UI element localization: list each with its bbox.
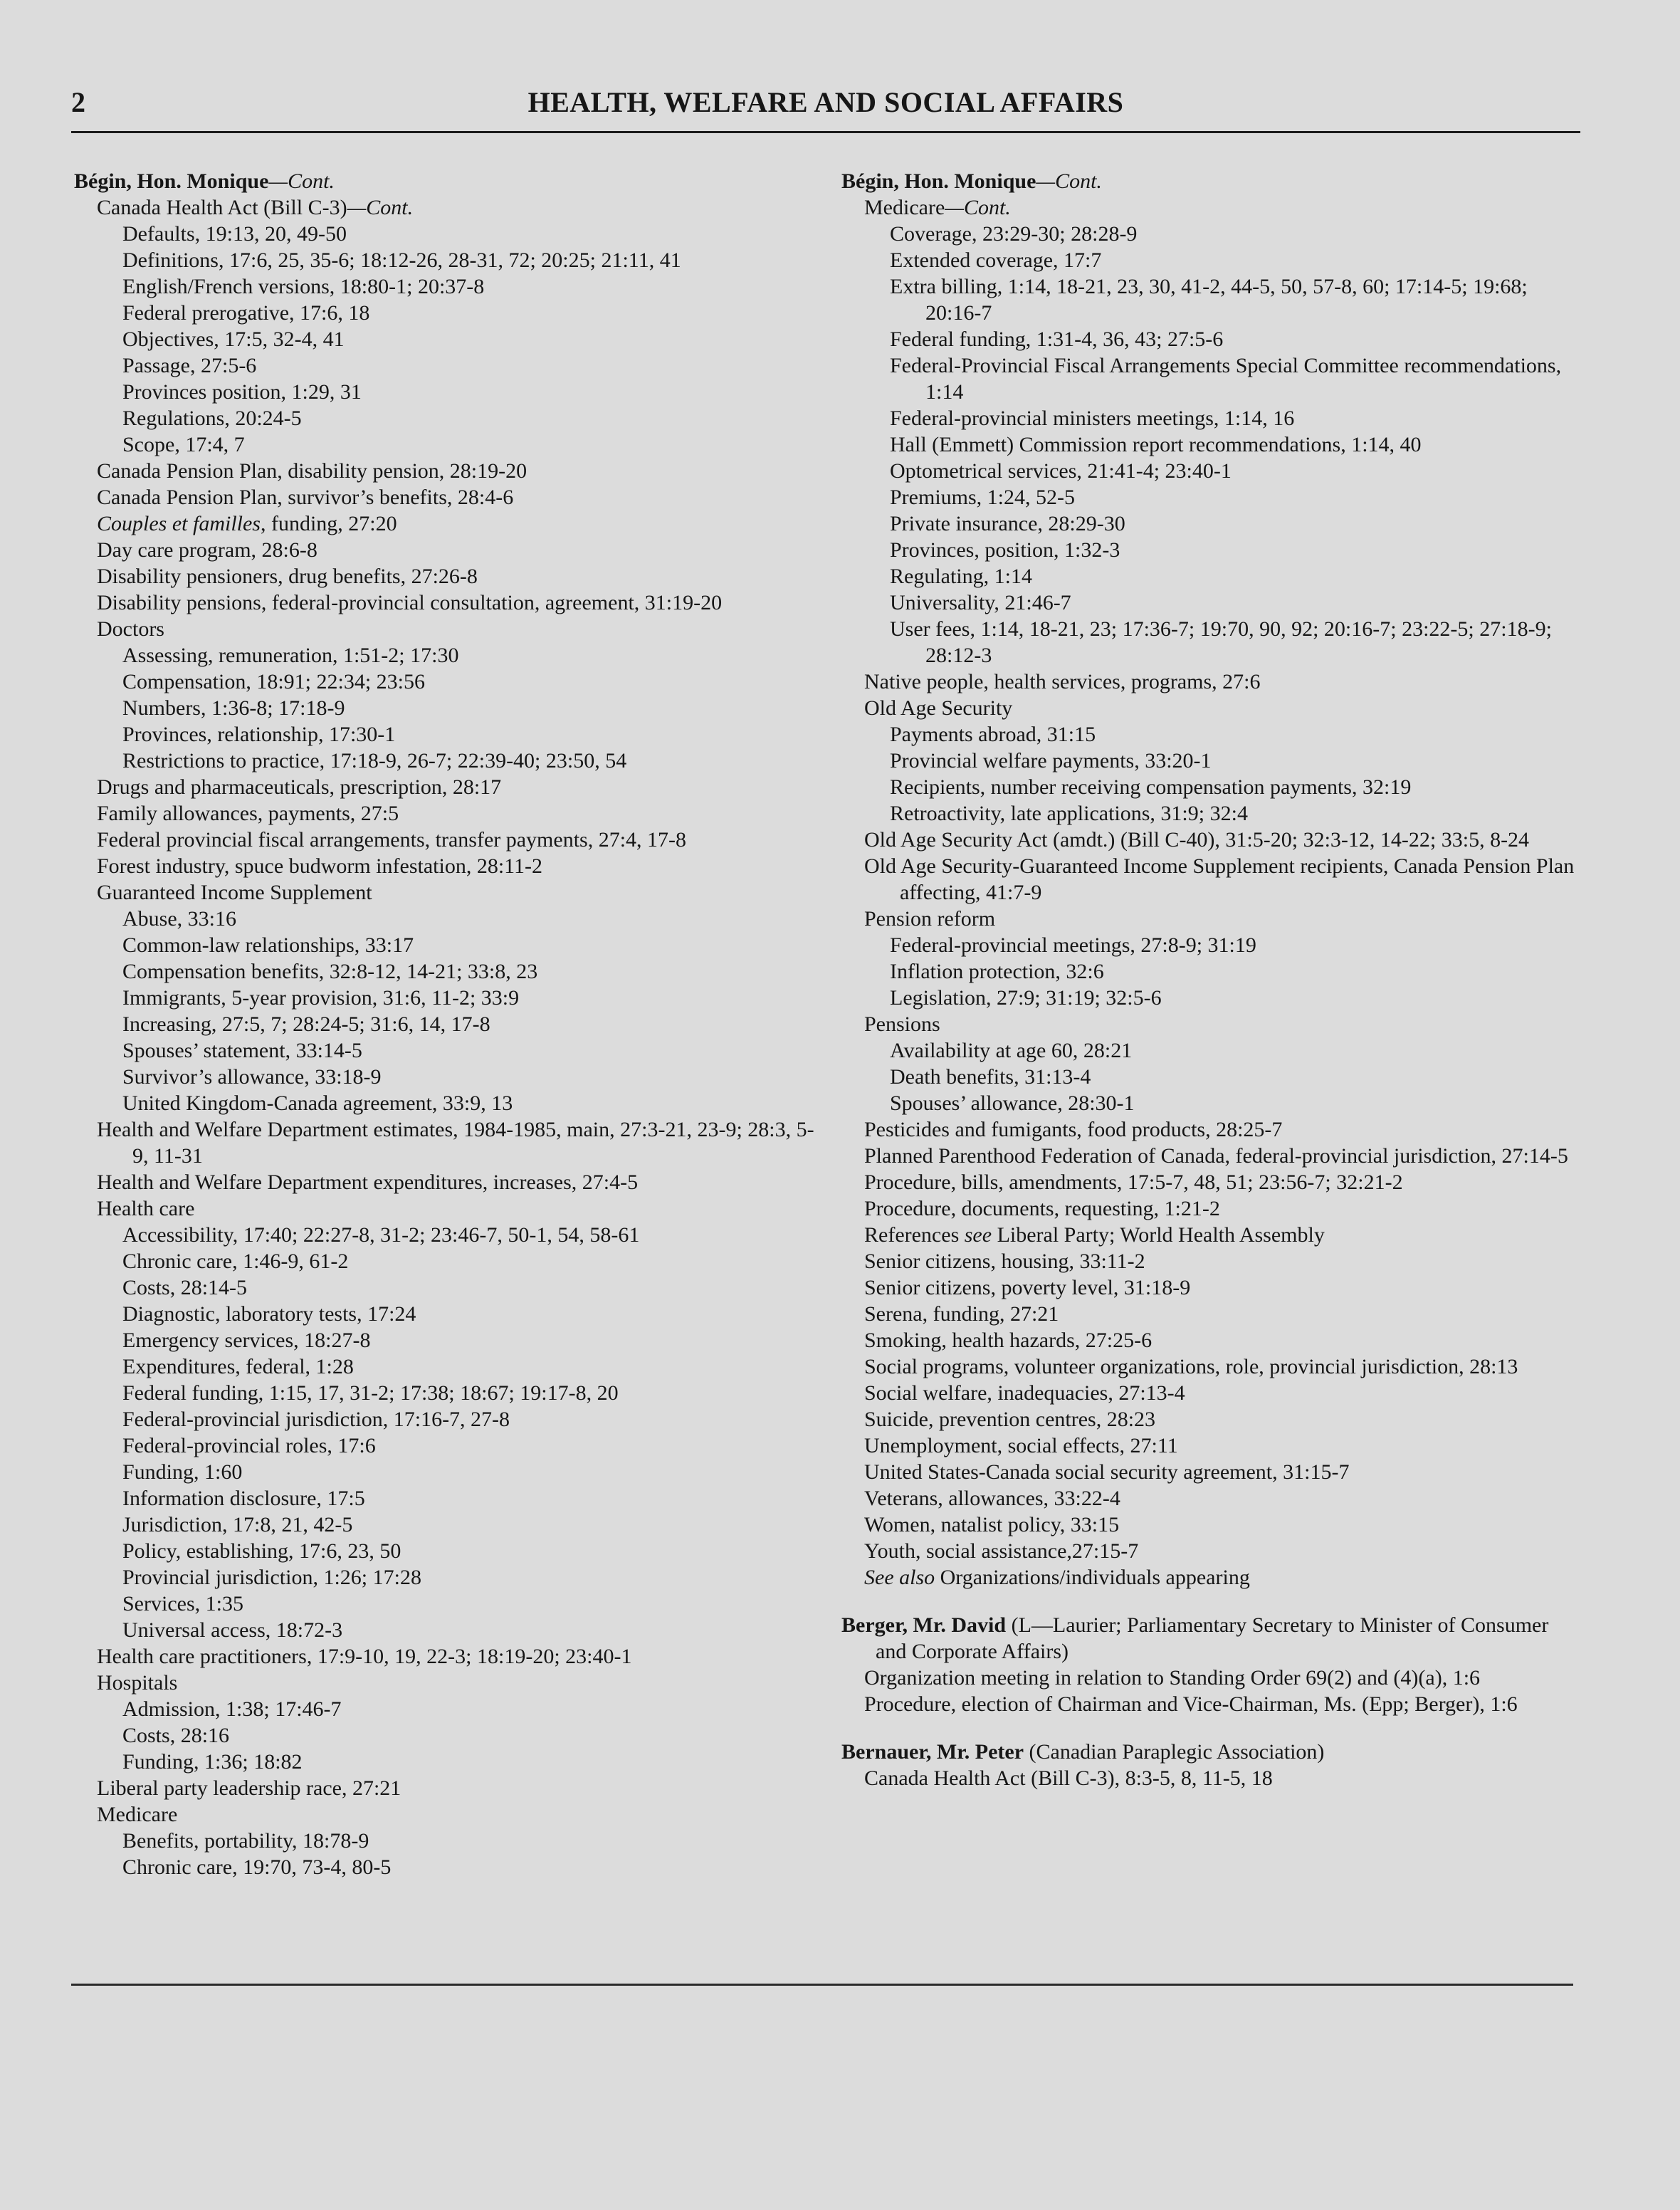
index-subtopic: Accessibility, 17:40; 22:27-8, 31-2; 23:46-7, 50-1, 54, 58-61	[122, 1223, 640, 1247]
index-column-left	[74, 168, 814, 1880]
index-subject: Old Age Security	[864, 696, 1013, 720]
index-subject: Health and Welfare Department expenditures, increases, 27:4-5	[97, 1171, 639, 1194]
index-subtopic: Services, 1:35	[122, 1592, 243, 1615]
index-subtopic: Premiums, 1:24, 52-5	[890, 486, 1075, 509]
index-subtopic: User fees, 1:14, 18-21, 23; 17:36-7; 19:70, 90, 92; 20:16-7; 23:22-5; 27:18-9; 28:12-3	[890, 617, 1552, 667]
index-subject: Pensions	[864, 1012, 940, 1036]
index-subtopic: Coverage, 23:29-30; 28:28-9	[890, 222, 1138, 246]
index-subtopic: Regulations, 20:24-5	[122, 407, 302, 430]
index-subtopic: Federal funding, 1:15, 17, 31-2; 17:38; 18:67; 19:17-8, 20	[122, 1381, 619, 1405]
index-entry	[841, 1612, 1582, 1717]
index-subtopic: Federal-provincial ministers meetings, 1:14, 16	[890, 407, 1295, 430]
index-subtopic: Compensation benefits, 32:8-12, 14-21; 33:8, 23	[122, 960, 538, 983]
page-header	[71, 85, 1580, 128]
index-subtopic: Expenditures, federal, 1:28	[122, 1355, 354, 1378]
index-subtopic: Universal access, 18:72-3	[122, 1618, 343, 1642]
index-subject: Forest industry, spuce budworm infestation, 28:11-2	[97, 854, 543, 878]
index-subtopic: Chronic care, 19:70, 73-4, 80-5	[122, 1855, 392, 1879]
index-subject: Doctors	[97, 617, 164, 641]
index-subtopic: Spouses’ allowance, 28:30-1	[890, 1091, 1135, 1115]
index-subtopic: Spouses’ statement, 33:14-5	[122, 1039, 362, 1062]
index-subject: Health and Welfare Department estimates, 1984-1985, main, 27:3-21, 23-9; 28:3, 5-9, 11-31	[97, 1118, 814, 1168]
index-subject: Serena, funding, 27:21	[864, 1302, 1059, 1326]
entry-heading	[74, 168, 814, 194]
index-subject: Drugs and pharmaceuticals, prescription, 28:17	[97, 775, 502, 799]
index-entry	[841, 1739, 1582, 1791]
index-subtopic: Recipients, number receiving compensation payments, 32:19	[890, 775, 1412, 799]
index-subject: United States-Canada social security agreement, 31:15-7	[864, 1460, 1350, 1484]
index-subtopic: Provinces, relationship, 17:30-1	[122, 723, 396, 746]
index-subject: Canada Health Act (Bill C-3)—Cont.	[97, 196, 414, 219]
index-subject: Native people, health services, programs, 27:6	[864, 670, 1261, 693]
index-subject: Planned Parenthood Federation of Canada, federal-provincial jurisdiction, 27:14-5	[864, 1144, 1568, 1168]
footer-rule	[71, 1984, 1573, 1986]
index-subject: Federal provincial fiscal arrangements, transfer payments, 27:4, 17-8	[97, 828, 687, 852]
index-subtopic: Funding, 1:60	[122, 1460, 243, 1484]
index-subtopic: Common-law relationships, 33:17	[122, 933, 414, 957]
index-subject: Unemployment, social effects, 27:11	[864, 1434, 1178, 1457]
index-subject: Couples et familles, funding, 27:20	[97, 512, 397, 535]
entry-name: Bernauer, Mr. Peter	[841, 1740, 1024, 1764]
index-subtopic: Provincial welfare payments, 33:20-1	[890, 749, 1212, 773]
index-subject: Old Age Security Act (amdt.) (Bill C-40), 31:5-20; 32:3-12, 14-22; 33:5, 8-24	[864, 828, 1530, 852]
index-subtopic: Provinces, position, 1:32-3	[890, 538, 1120, 562]
index-subtopic: United Kingdom-Canada agreement, 33:9, 13	[122, 1091, 513, 1115]
entry-affiliation: (L—Laurier; Parliamentary Secretary to Minister of Consumer and Corporate Affairs)	[876, 1613, 1549, 1663]
entry-name: Bégin, Hon. Monique	[74, 169, 269, 193]
index-subject: Smoking, health hazards, 27:25-6	[864, 1329, 1153, 1352]
index-subject: Organization meeting in relation to Standing Order 69(2) and (4)(a), 1:6	[864, 1666, 1481, 1690]
index-subject: See also Organizations/individuals appearing	[864, 1566, 1250, 1589]
index-subtopic: Federal funding, 1:31-4, 36, 43; 27:5-6	[890, 328, 1224, 351]
page-number: 2	[71, 86, 85, 118]
index-subtopic: Defaults, 19:13, 20, 49-50	[122, 222, 347, 246]
index-subtopic: Jurisdiction, 17:8, 21, 42-5	[122, 1513, 353, 1536]
index-subject: Procedure, election of Chairman and Vice-Chairman, Ms. (Epp; Berger), 1:6	[864, 1692, 1518, 1716]
entry-continued: —Cont.	[1036, 169, 1102, 193]
index-subtopic: Passage, 27:5-6	[122, 354, 257, 377]
index-subtopic: Restrictions to practice, 17:18-9, 26-7; 22:39-40; 23:50, 54	[122, 749, 627, 773]
index-subject: Procedure, documents, requesting, 1:21-2	[864, 1197, 1220, 1220]
index-subject: Veterans, allowances, 33:22-4	[864, 1487, 1120, 1510]
index-subject: References see Liberal Party; World Health Assembly	[864, 1223, 1325, 1247]
index-entry	[74, 168, 814, 1880]
index-subtopic: Federal prerogative, 17:6, 18	[122, 301, 370, 325]
index-subtopic: Retroactivity, late applications, 31:9; 32:4	[890, 802, 1248, 825]
index-subject: Family allowances, payments, 27:5	[97, 802, 399, 825]
index-subtopic: Extra billing, 1:14, 18-21, 23, 30, 41-2, 44-5, 50, 57-8, 60; 17:14-5; 19:68; 20:16-7	[890, 275, 1528, 325]
entry-heading	[841, 1612, 1582, 1665]
index-subtopic: Death benefits, 31:13-4	[890, 1065, 1091, 1089]
index-subject: Youth, social assistance,27:15-7	[864, 1539, 1139, 1563]
index-subtopic: Costs, 28:16	[122, 1724, 230, 1747]
entry-continued: —Cont.	[268, 169, 335, 193]
entry-heading	[841, 168, 1582, 194]
index-subtopic: Federal-provincial meetings, 27:8-9; 31:19	[890, 933, 1256, 957]
index-subject: Women, natalist policy, 33:15	[864, 1513, 1120, 1536]
index-entry	[841, 168, 1582, 1591]
index-subtopic: Definitions, 17:6, 25, 35-6; 18:12-26, 28-31, 72; 20:25; 21:11, 41	[122, 248, 681, 272]
index-subtopic: Policy, establishing, 17:6, 23, 50	[122, 1539, 401, 1563]
index-subject: Day care program, 28:6-8	[97, 538, 317, 562]
index-subject: Senior citizens, poverty level, 31:18-9	[864, 1276, 1191, 1299]
index-subject: Health care	[97, 1197, 195, 1220]
index-subtopic: Provinces position, 1:29, 31	[122, 380, 362, 404]
index-subject: Medicare	[97, 1803, 178, 1826]
index-subject: Hospitals	[97, 1671, 178, 1695]
index-subject: Liberal party leadership race, 27:21	[97, 1776, 401, 1800]
index-subject: Health care practitioners, 17:9-10, 19, 22-3; 18:19-20; 23:40-1	[97, 1645, 632, 1668]
index-subject: Guaranteed Income Supplement	[97, 881, 372, 904]
index-subject: Disability pensioners, drug benefits, 27:26-8	[97, 565, 478, 588]
index-subtopic: Provincial jurisdiction, 1:26; 17:28	[122, 1566, 421, 1589]
index-subtopic: Admission, 1:38; 17:46-7	[122, 1697, 342, 1721]
entry-name: Bégin, Hon. Monique	[841, 169, 1036, 193]
header-rule	[71, 131, 1580, 133]
index-subtopic: Inflation protection, 32:6	[890, 960, 1104, 983]
index-subject: Canada Health Act (Bill C-3), 8:3-5, 8, 11-5, 18	[864, 1766, 1273, 1790]
entry-heading	[841, 1739, 1582, 1765]
index-subtopic: Emergency services, 18:27-8	[122, 1329, 371, 1352]
index-subtopic: Information disclosure, 17:5	[122, 1487, 365, 1510]
index-subject: Pesticides and fumigants, food products, 28:25-7	[864, 1118, 1283, 1141]
index-column-right	[841, 168, 1582, 1791]
index-subtopic: Universality, 21:46-7	[890, 591, 1071, 614]
index-subtopic: English/French versions, 18:80-1; 20:37-8	[122, 275, 485, 298]
entry-name: Berger, Mr. David	[841, 1613, 1007, 1637]
index-subject: Canada Pension Plan, survivor’s benefits, 28:4-6	[97, 486, 514, 509]
index-subtopic: Legislation, 27:9; 31:19; 32:5-6	[890, 986, 1162, 1010]
index-subject: Suicide, prevention centres, 28:23	[864, 1408, 1156, 1431]
index-subtopic: Chronic care, 1:46-9, 61-2	[122, 1250, 349, 1273]
index-subject: Disability pensions, federal-provincial consultation, agreement, 31:19-20	[97, 591, 723, 614]
index-subtopic: Availability at age 60, 28:21	[890, 1039, 1133, 1062]
index-subtopic: Federal-Provincial Fiscal Arrangements Special Committee recommendations, 1:14	[890, 354, 1562, 404]
index-subtopic: Federal-provincial roles, 17:6	[122, 1434, 376, 1457]
index-subtopic: Diagnostic, laboratory tests, 17:24	[122, 1302, 416, 1326]
index-subtopic: Federal-provincial jurisdiction, 17:16-7, 27-8	[122, 1408, 510, 1431]
index-subject: Canada Pension Plan, disability pension, 28:19-20	[97, 459, 527, 483]
page-title: HEALTH, WELFARE AND SOCIAL AFFAIRS	[527, 86, 1124, 118]
entry-affiliation: (Canadian Paraplegic Association)	[1024, 1740, 1325, 1764]
index-subject: Procedure, bills, amendments, 17:5-7, 48, 51; 23:56-7; 32:21-2	[864, 1171, 1403, 1194]
index-subtopic: Objectives, 17:5, 32-4, 41	[122, 328, 345, 351]
index-subject: Old Age Security-Guaranteed Income Supplement recipients, Canada Pension Plan affecting, 41:7-9	[864, 854, 1575, 904]
index-subtopic: Compensation, 18:91; 22:34; 23:56	[122, 670, 425, 693]
index-subtopic: Funding, 1:36; 18:82	[122, 1750, 303, 1774]
index-subtopic: Hall (Emmett) Commission report recommendations, 1:14, 40	[890, 433, 1422, 456]
index-subtopic: Immigrants, 5-year provision, 31:6, 11-2; 33:9	[122, 986, 520, 1010]
index-subject: Medicare—Cont.	[864, 196, 1011, 219]
index-subtopic: Benefits, portability, 18:78-9	[122, 1829, 369, 1853]
index-subject: Social welfare, inadequacies, 27:13-4	[864, 1381, 1185, 1405]
index-subtopic: Optometrical services, 21:41-4; 23:40-1	[890, 459, 1232, 483]
index-subject: Pension reform	[864, 907, 996, 931]
index-subtopic: Survivor’s allowance, 33:18-9	[122, 1065, 382, 1089]
index-subtopic: Numbers, 1:36-8; 17:18-9	[122, 696, 345, 720]
index-subtopic: Increasing, 27:5, 7; 28:24-5; 31:6, 14, 17-8	[122, 1012, 490, 1036]
index-subtopic: Extended coverage, 17:7	[890, 248, 1102, 272]
index-subtopic: Regulating, 1:14	[890, 565, 1032, 588]
index-subject: Senior citizens, housing, 33:11-2	[864, 1250, 1145, 1273]
index-subject: Social programs, volunteer organizations, role, provincial jurisdiction, 28:13	[864, 1355, 1518, 1378]
index-subtopic: Payments abroad, 31:15	[890, 723, 1096, 746]
index-subtopic: Assessing, remuneration, 1:51-2; 17:30	[122, 644, 459, 667]
index-subtopic: Costs, 28:14-5	[122, 1276, 248, 1299]
index-subtopic: Scope, 17:4, 7	[122, 433, 245, 456]
index-subtopic: Abuse, 33:16	[122, 907, 236, 931]
index-subtopic: Private insurance, 28:29-30	[890, 512, 1125, 535]
